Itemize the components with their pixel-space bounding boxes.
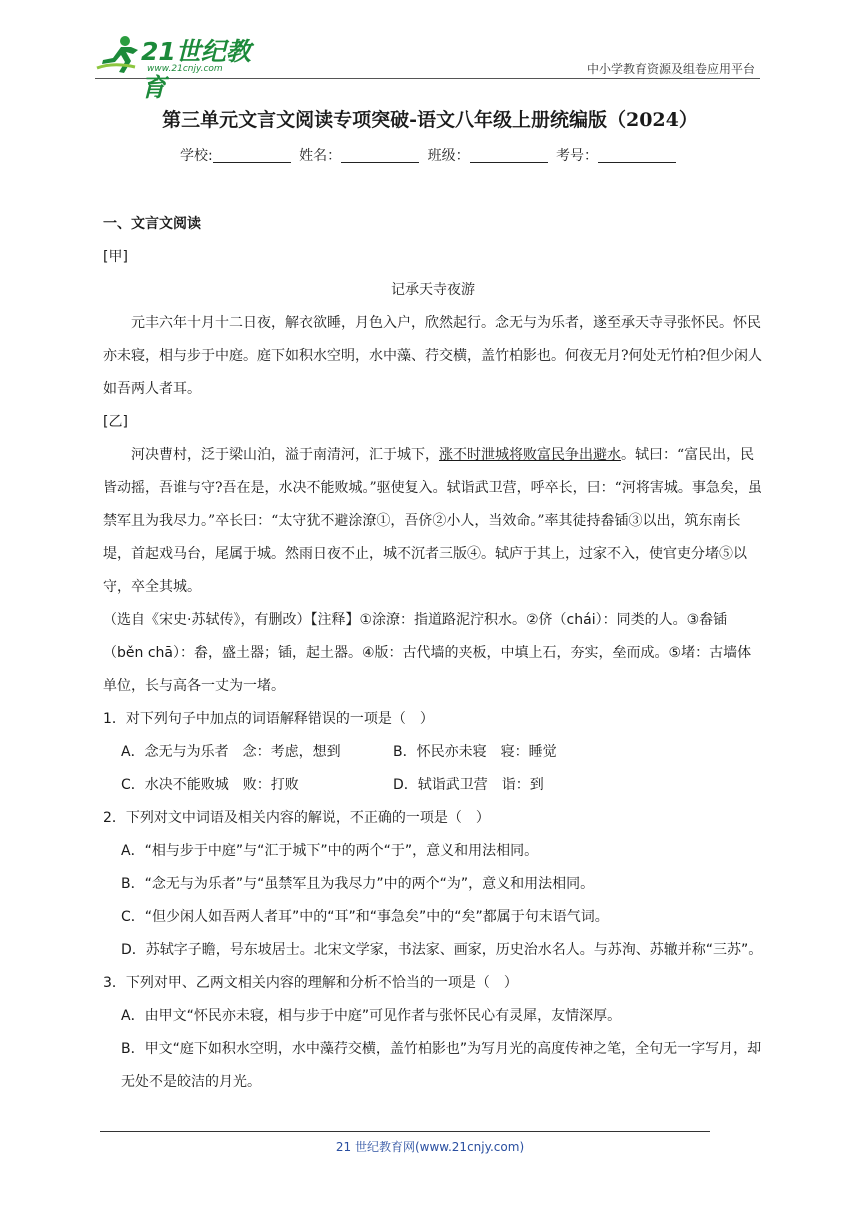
question-1-stem: 1．对下列句子中加点的词语解释错误的一项是（ ） bbox=[103, 711, 434, 727]
name-label: 姓名： bbox=[299, 148, 342, 164]
text-a-body: 元丰六年十月十二日夜，解衣欲睡，月色入户，欣然起行。念无与为乐者，遂至承天寺寻张怀民。怀民亦未寝，相与步于中庭。庭下如积水空明，水中藻、荇交横，盖竹柏影也。何夜无月?何处无竹柏?但少闲人如吾两人者耳。 bbox=[103, 315, 763, 397]
question-3-option-a[interactable]: A．由甲文“怀民亦未寝，相与步于中庭”可见作者与张怀民心有灵犀，友情深厚。 bbox=[121, 1008, 622, 1024]
question-3-stem: 3．下列对甲、乙两文相关内容的理解和分析不恰当的一项是（ ） bbox=[103, 975, 518, 991]
school-label: 学校: bbox=[179, 148, 213, 164]
text-b-part-2: 。轼曰：“富民出，民皆动摇，吾谁与守?吾在是，水决不能败城。”驱使复入。轼诣武卫营，呼卒长，曰：“河将害城。事急矣，虽禁军且为我尽力。”卒长曰：“太守犹不避涂潦①，吾侪②小人，当效命。”率其徒持畚锸③以出，筑东南长堤，首起戏马台，尾属于城。然雨日夜不止，城不沉者三版④。轼庐于其上，过家不入，使官吏分堵⑤以守，卒全其城。 bbox=[103, 447, 762, 595]
class-input[interactable] bbox=[470, 148, 548, 163]
footer-divider bbox=[100, 1131, 710, 1132]
question-2-stem: 2．下列对文中词语及相关内容的解说，不正确的一项是（ ） bbox=[103, 810, 490, 826]
question-1-option-d[interactable]: D．轼诣武卫营 诣：到 bbox=[393, 777, 544, 793]
text-b-part-1: 河决曹村，泛于梁山泊，溢于南清河，汇于城下， bbox=[131, 447, 439, 463]
main-content bbox=[103, 208, 763, 1099]
question-2-option-b[interactable]: B．“念无与为乐者”与“虽禁军且为我尽力”中的两个“为”，意义和用法相同。 bbox=[121, 876, 595, 892]
school-input[interactable] bbox=[213, 148, 291, 163]
question-3-option-b[interactable]: B．甲文“庭下如积水空明，水中藻荇交横，盖竹柏影也”为写月光的高度传神之笔，全句无一字写月，却无处不是皎洁的月光。 bbox=[121, 1041, 762, 1090]
annotation: （选自《宋史·苏轼传》，有删改）【注释】①涂潦：指道路泥泞积水。②侪（chái）：同类的人。③畚锸（běn chā）：畚，盛土器；锸，起土器。④版：古代墙的夹板，中填上石，夯实，垒而成。⑤堵：古墙体单位，长与高各一丈为一堵。 bbox=[103, 612, 752, 694]
question-1-option-b[interactable]: B．怀民亦未寝 寝：睡觉 bbox=[393, 744, 557, 760]
logo-text: 21世纪教育 bbox=[141, 37, 251, 102]
exam-no-input[interactable] bbox=[598, 148, 676, 163]
exam-no-label: 考号： bbox=[556, 148, 599, 164]
question-1-option-a[interactable]: A．念无与为乐者 念：考虑，想到 bbox=[121, 744, 341, 760]
runner-logo-icon bbox=[95, 34, 141, 74]
text-b-body bbox=[103, 439, 763, 604]
question-1-options-row-2 bbox=[103, 769, 763, 802]
text-b-label: [乙] bbox=[103, 414, 128, 430]
question-2-option-d[interactable]: D．苏轼字子瞻，号东坡居士。北宋文学家，书法家、画家，历史治水名人。与苏洵、苏辙并称“三苏”。 bbox=[121, 942, 763, 958]
name-input[interactable] bbox=[341, 148, 419, 163]
class-label: 班级： bbox=[427, 148, 470, 164]
logo bbox=[95, 32, 265, 102]
page-title: 第三单元文言文阅读专项突破-语文八年级上册统编版（2024） bbox=[162, 109, 698, 131]
page-header bbox=[95, 30, 760, 102]
student-info-fields bbox=[0, 145, 860, 165]
question-1-option-c[interactable]: C．水决不能败城 败：打败 bbox=[121, 777, 299, 793]
text-a-title: 记承天寺夜游 bbox=[391, 282, 475, 298]
section-heading: 一、文言文阅读 bbox=[103, 216, 201, 232]
text-b-underlined: 涨不时泄城将败富民争出避水 bbox=[439, 447, 621, 463]
question-1-options-row-1 bbox=[103, 736, 763, 769]
question-2-option-a[interactable]: A．“相与步于中庭”与“汇于城下”中的两个“于”，意义和用法相同。 bbox=[121, 843, 539, 859]
logo-url: www.21cnjy.com bbox=[147, 64, 223, 74]
footer-text[interactable]: 21 世纪教育网(www.21cnjy.com) bbox=[335, 1140, 525, 1154]
platform-name: 中小学教育资源及组卷应用平台 bbox=[586, 62, 755, 76]
text-a-label: [甲] bbox=[103, 249, 128, 265]
question-2-option-c[interactable]: C．“但少闲人如吾两人者耳”中的“耳”和“事急矣”中的“矣”都属于句末语气词。 bbox=[121, 909, 609, 925]
